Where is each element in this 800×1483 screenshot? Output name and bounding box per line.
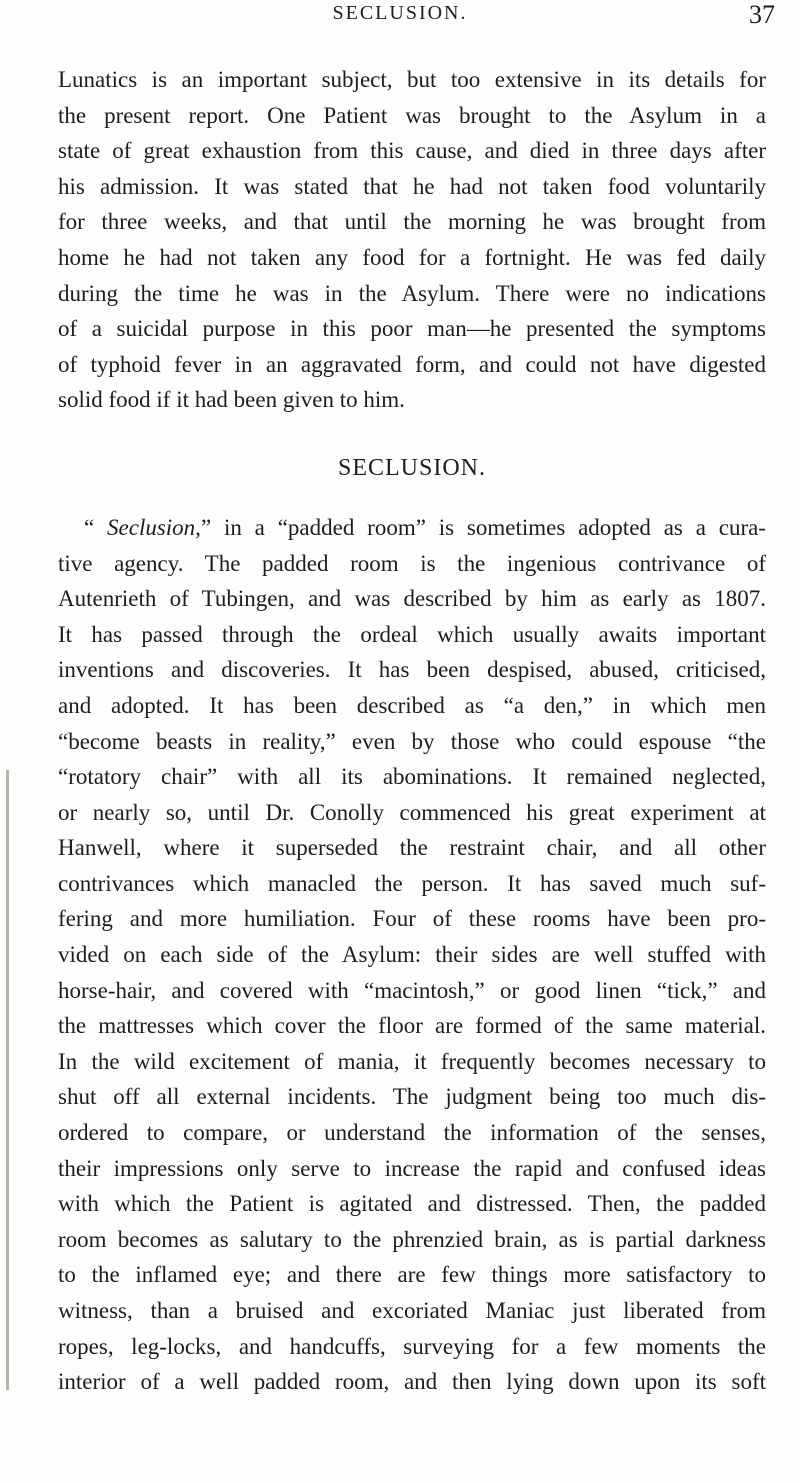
- text-line: “become beasts in reality,” even by those who could espouse “the: [58, 728, 766, 754]
- body-text: [58, 62, 766, 1400]
- text-line: interior of a well padded room, and then lying down upon its soft: [58, 1369, 766, 1395]
- page-header: [0, 0, 800, 30]
- first-line-rest: in a “padded room” is sometimes adopted as a cura-: [223, 514, 766, 540]
- text-line: “rotatory chair” with all its abominations. It remained neglected,: [58, 764, 766, 790]
- paragraph-1: [58, 62, 766, 418]
- text-line-first: “ Seclusion,” in a “padded room” is sometimes adopted as a cura-: [84, 514, 766, 540]
- text-line: solid food if it had been given to him.: [58, 387, 405, 413]
- text-line: It has passed through the ordeal which usually awaits important: [58, 621, 766, 647]
- text-line: home he had not taken any food for a fortnight. He was fed daily: [58, 244, 766, 270]
- section-heading: SECLUSION.: [337, 454, 486, 481]
- binding-shadow: [6, 770, 9, 1390]
- text-line: ropes, leg-locks, and handcuffs, surveying for a few moments the: [58, 1333, 766, 1359]
- text-line: the mattresses which cover the floor are formed of the same material.: [58, 1013, 766, 1039]
- text-line: the present report. One Patient was brought to the Asylum in a: [58, 102, 766, 128]
- page-number: 37: [749, 0, 775, 29]
- text-line: for three weeks, and that until the morning he was brought from: [58, 209, 766, 235]
- text-line: ordered to compare, or understand the information of the senses,: [58, 1120, 766, 1146]
- text-line: during the time he was in the Asylum. There were no indications: [58, 280, 766, 306]
- paragraph-2: [58, 510, 766, 1400]
- text-line: of typhoid fever in an aggravated form, and could not have digested: [58, 351, 766, 377]
- text-line: state of great exhaustion from this cause, and died in three days after: [58, 138, 766, 164]
- text-line: vided on each side of the Asylum: their sides are well stuffed with: [58, 942, 766, 968]
- text-line: fering and more humiliation. Four of these rooms have been pro-: [58, 906, 766, 932]
- italic-term: Seclusion,: [107, 514, 201, 540]
- text-line: with which the Patient is agitated and distressed. Then, the padded: [58, 1191, 766, 1217]
- text-line: contrivances which manacled the person. It has saved much suf-: [58, 870, 766, 896]
- text-line: and adopted. It has been described as “a den,” in which men: [58, 692, 766, 718]
- text-line: Autenrieth of Tubingen, and was described by him as early as 1807.: [58, 586, 766, 612]
- text-line: horse-hair, and covered with “macintosh,” or good linen “tick,” and: [58, 977, 766, 1003]
- text-line: to the inflamed eye; and there are few things more satisfactory to: [58, 1262, 766, 1288]
- text-line: In the wild excitement of mania, it frequently becomes necessary to: [58, 1048, 766, 1074]
- text-line: tive agency. The padded room is the ingenious contrivance of: [58, 550, 766, 576]
- text-line: his admission. It was stated that he had not taken food voluntarily: [58, 173, 766, 199]
- text-line: Hanwell, where it superseded the restraint chair, and all other: [58, 835, 766, 861]
- text-line: or nearly so, until Dr. Conolly commenced his great experiment at: [58, 799, 766, 825]
- text-line: shut off all external incidents. The judgment being too much dis-: [58, 1084, 766, 1110]
- text-line: their impressions only serve to increase the rapid and confused ideas: [58, 1155, 766, 1181]
- running-head: SECLUSION.: [332, 2, 468, 24]
- text-line: room becomes as salutary to the phrenzied brain, as is partial darkness: [58, 1226, 766, 1252]
- text-line: Lunatics is an important subject, but too extensive in its details for: [58, 67, 766, 92]
- text-line: witness, than a bruised and excoriated Maniac just liberated from: [58, 1298, 766, 1323]
- text-line: inventions and discoveries. It has been despised, abused, criticised,: [58, 657, 766, 683]
- text-line: of a suicidal purpose in this poor man—he presented the symptoms: [58, 316, 766, 342]
